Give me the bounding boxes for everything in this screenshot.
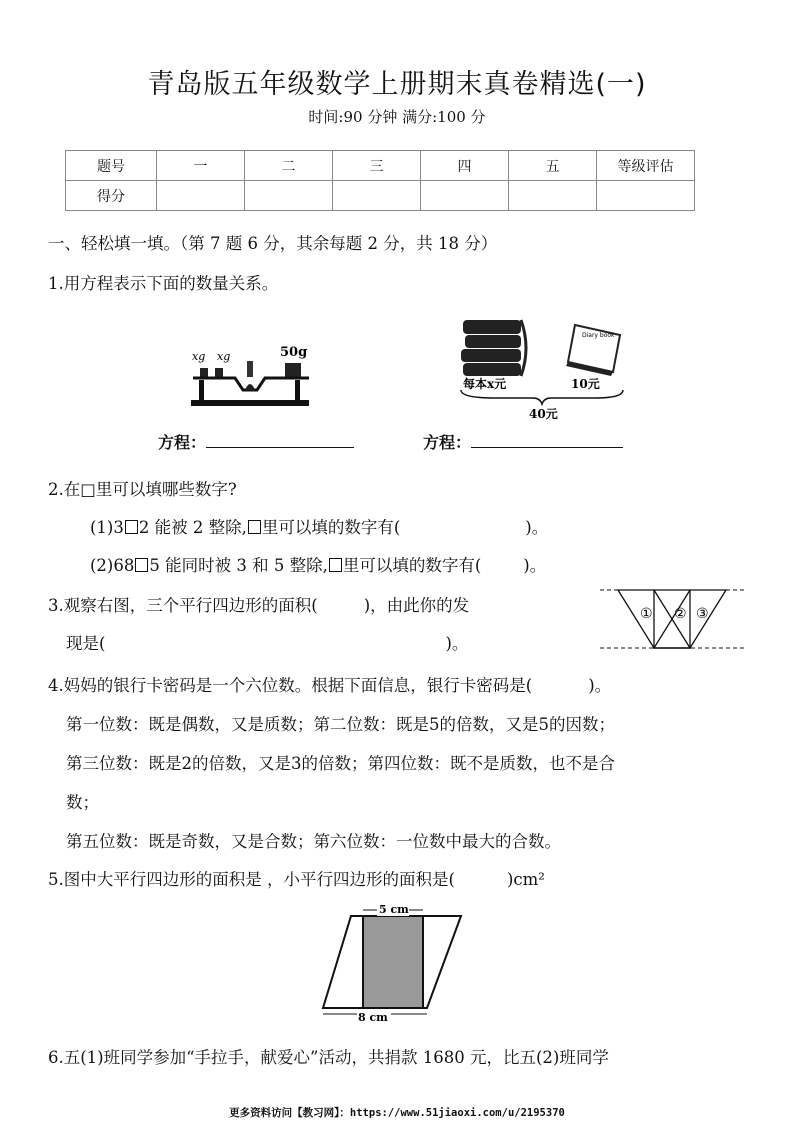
scale-center (245, 384, 255, 390)
q2-sub1-text: 里可以填的数字有( (261, 518, 401, 537)
book-2 (465, 335, 521, 348)
q2-sub2-text: 里可以填的数字有( (342, 556, 482, 575)
q4-line4: 数； (66, 793, 99, 812)
label-2: ② (674, 606, 687, 622)
header-cell: 题号 (66, 151, 157, 181)
section1-heading: 一、轻松填一填。（第 7 题 6 分，其余每题 2 分，共 18 分） (48, 234, 498, 253)
score-cell[interactable] (421, 181, 509, 211)
q4-line1 (48, 672, 611, 696)
inner-rectangle (363, 916, 423, 1008)
q2-sub1 (90, 514, 548, 538)
xg-weight-2 (215, 368, 223, 377)
q2-sub2-text: )。 (523, 556, 547, 575)
q1-equation-1 (158, 430, 354, 453)
q4-line2: 第一位数：既是偶数，又是质数；第二位数：既是5的倍数，又是5的因数； (66, 715, 615, 734)
book-4 (463, 363, 521, 376)
scale-leg-left (199, 380, 204, 402)
q2-sub1-text: )。 (525, 518, 549, 537)
q3-line1 (48, 592, 469, 616)
header-cell: 二 (245, 151, 333, 181)
footer-link[interactable]: 更多资料访问【教习网】：https://www.51jiaoxi.com/u/2195370 (229, 1107, 565, 1119)
q2-sub1-text: 2 能被 2 整除, (138, 518, 247, 537)
q2-text: 2.在□里可以填哪些数字? (48, 480, 237, 499)
q3-text: )。 (445, 634, 469, 653)
score-table (65, 150, 695, 211)
q4-text: )。 (588, 676, 612, 695)
header-cell: 四 (421, 151, 509, 181)
q6-text: 6.五(1)班同学参加“手拉手，献爱心”活动，共捐款 1680 元，比五(2)班同学 (48, 1048, 609, 1067)
book-1 (463, 320, 521, 334)
balance-scale-figure (185, 338, 315, 408)
q5-text (48, 866, 545, 890)
q5-text-a: 5.图中大平行四边形的面积是 ，小平行四边形的面积是( (48, 870, 455, 889)
header-cell: 一 (157, 151, 245, 181)
box-icon (329, 558, 342, 572)
top-dimension-label: 5 cm (379, 903, 409, 916)
q5-parallelogram-figure (315, 900, 475, 1025)
book-label-single: 10元 (571, 377, 600, 391)
box-icon (135, 558, 148, 572)
q2-sub2-text: 5 能同时被 3 和 5 整除, (149, 556, 328, 575)
scale-leg-right (295, 380, 300, 402)
50g-weight (285, 363, 301, 377)
score-cell[interactable] (509, 181, 597, 211)
q3-text: 现是( (66, 634, 106, 653)
q2-sub2 (90, 552, 546, 576)
total-brace (461, 390, 623, 404)
equation-label: 方程： (423, 433, 472, 452)
q2-sub2-text: (2)68 (90, 556, 135, 575)
equation-answer-line[interactable] (471, 431, 623, 448)
q4-text: 4.妈妈的银行卡密码是一个六位数。根据下面信息，银行卡密码是( (48, 676, 533, 695)
q5-text-b: )cm² (506, 870, 545, 889)
label-3: ③ (696, 606, 709, 622)
q3-text: 3.观察右图，三个平行四边形的面积( (48, 596, 318, 615)
q4-line3: 第三位数：既是2的倍数，又是3的倍数；第四位数：既不是质数，也不是合 (66, 754, 615, 773)
exam-info: 时间:90 分钟 满分:100 分 (308, 108, 486, 126)
book-3 (461, 349, 521, 362)
box-icon (125, 520, 138, 534)
scale-label-xg-2: xg (217, 350, 231, 363)
book-label-total: 40元 (529, 407, 558, 421)
label-1: ① (640, 606, 653, 622)
header-cell: 等级评估 (597, 151, 695, 181)
equation-answer-line[interactable] (206, 431, 354, 448)
scale-pointer (247, 361, 253, 377)
q2-sub1-text: (1)3 (90, 518, 124, 537)
book-label-each: 每本x元 (463, 377, 507, 391)
score-table-header-row (66, 151, 695, 181)
q4-line5: 第五位数：既是奇数，又是合数；第六位数：一位数中最大的合数。 (66, 832, 561, 851)
q3-line2 (66, 630, 468, 654)
scale-base (191, 400, 309, 406)
books-spine (521, 320, 526, 376)
scale-label-weight: 50g (280, 345, 308, 360)
bottom-dimension-label: 8 cm (358, 1011, 388, 1024)
parallelograms-figure (598, 584, 748, 654)
score-cell[interactable] (157, 181, 245, 211)
xg-weight-1 (200, 368, 208, 377)
books-figure (455, 310, 640, 425)
score-cell[interactable] (333, 181, 421, 211)
score-table-score-row (66, 181, 695, 211)
score-cell[interactable] (597, 181, 695, 211)
page-title: 青岛版五年级数学上册期末真卷精选(一) (147, 69, 647, 100)
box-icon (248, 520, 261, 534)
header-cell: 五 (509, 151, 597, 181)
q1-equation-2 (423, 430, 623, 453)
single-book-cover-text: Diary book (582, 332, 615, 339)
scale-label-xg-1: xg (192, 350, 206, 363)
score-label-cell: 得分 (66, 181, 157, 211)
q1-text: 1.用方程表示下面的数量关系。 (48, 274, 279, 293)
q3-text: )，由此你的发 (363, 596, 470, 615)
header-cell: 三 (333, 151, 421, 181)
equation-label: 方程： (158, 433, 207, 452)
score-cell[interactable] (245, 181, 333, 211)
